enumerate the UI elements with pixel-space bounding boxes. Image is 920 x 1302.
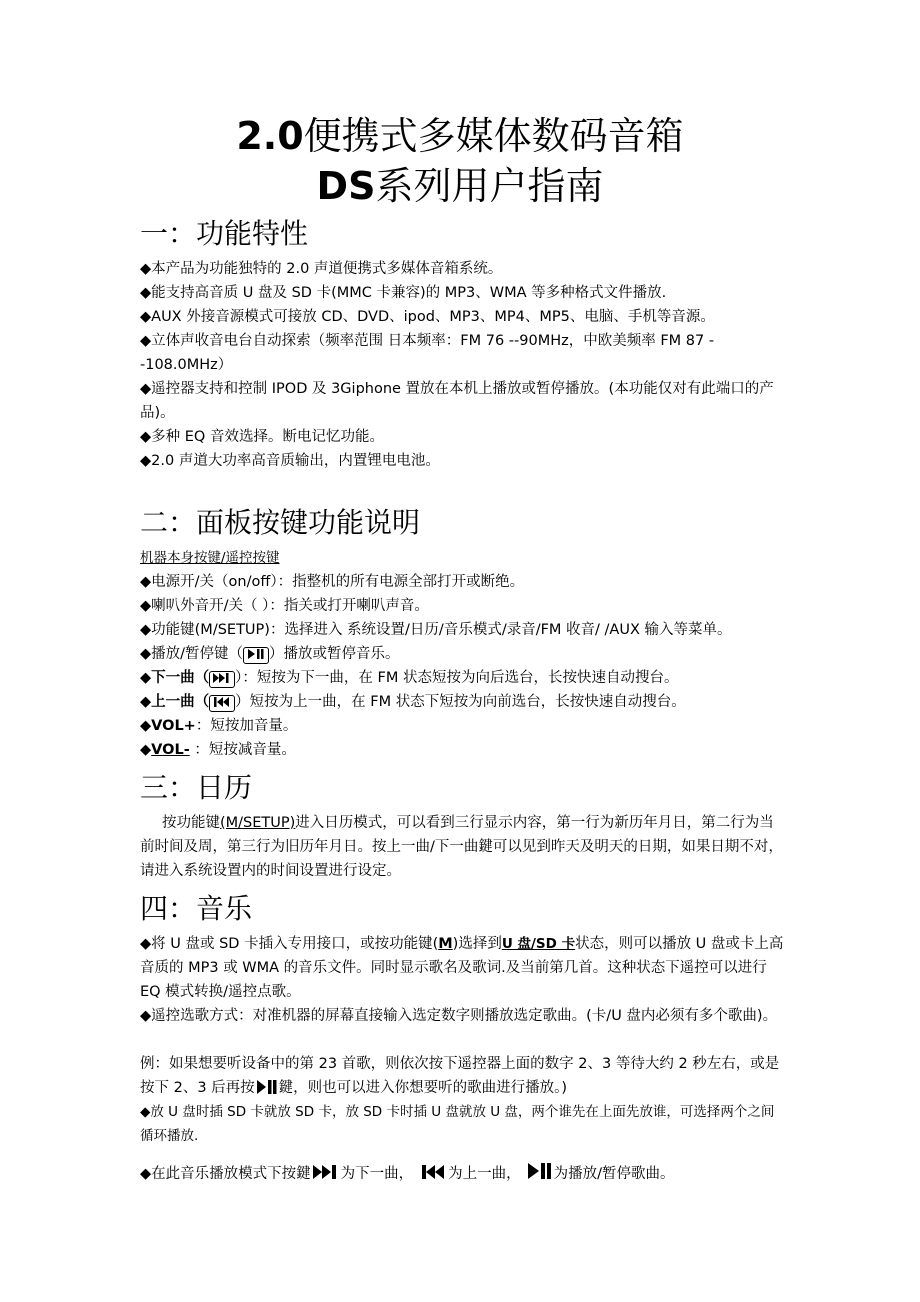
next-key-desc — [140, 666, 785, 690]
vol-down-text: ：短按减音量。 — [189, 742, 296, 758]
music-p3-post: 鍵，则也可以进入你想要听的歌曲进行播放。) — [278, 1080, 568, 1096]
title-text: 便携式多媒体数码音箱 — [303, 114, 684, 158]
feature-item: ◆本产品为功能独特的 2.0 声道便携式多媒体音箱系统。 — [140, 261, 503, 277]
music-paragraph-3 — [140, 1052, 785, 1103]
doc-title-line1 — [0, 112, 920, 160]
title-guide: 系列用户指南 — [375, 164, 604, 208]
music-paragraph-5 — [140, 1160, 785, 1191]
vol-down-bullet: ◆ — [140, 742, 152, 758]
feature-item: ◆立体声收音电台自动探索（频率范围 日本频率：FM 76 --90MHz，中欧美频率 FM 87 --108.0MHz） — [140, 333, 715, 373]
vol-up-label: ◆VOL+ — [140, 718, 196, 734]
music-p5-pre: ◆在此音乐播放模式下按鍵 — [140, 1166, 311, 1182]
play-pause-icon — [243, 647, 269, 664]
feature-item: ◆AUX 外接音源模式可接放 CD、DVD、ipod、MP3、MP4、MP5、电脑、手机等音源。 — [140, 309, 715, 325]
power-key-desc: ◆电源开/关（on/off）：指整机的所有电源全部打开或断绝。 — [140, 574, 525, 590]
prev-desc-pre: ◆上一曲（ — [140, 694, 210, 710]
calendar-paragraph — [140, 811, 785, 883]
feature-item: ◆能支持高音质 U 盘及 SD 卡(MMC 卡兼容)的 MP3、WMA 等多种格式文件播放. — [140, 285, 667, 301]
music-paragraph-4: ◆放 U 盘时插 SD 卡就放 SD 卡，放 SD 卡时插 U 盘就放 U 盘，两个谁先在上面先放谁，可选择两个之间循环播放. — [140, 1104, 775, 1144]
speaker-key-desc: ◆喇叭外音开/关（ ）：指关或打开喇叭声音。 — [140, 598, 429, 614]
music-p1-mid: )选择到 — [452, 936, 502, 952]
play-key-desc — [140, 642, 785, 666]
music-paragraph-1 — [140, 932, 785, 1004]
title-series: DS — [316, 164, 376, 208]
section2-subheading: 机器本身按键/遥控按键 — [140, 550, 280, 566]
calendar-text-post: 进入日历模式，可以看到三行显示内容，第一行为新历年月日，第二行为当前时间及周，第三行为旧历年月日。按上一曲/下一曲鍵可以见到昨天及明天的日期，如果日期不对，请进入系统设置内的时间设置进行设定。 — [140, 815, 783, 879]
doc-title-line2 — [0, 162, 920, 210]
function-key-desc: ◆功能键(M/SETUP)：选择进入 系统设置/日历/音乐模式/录音/FM 收音/ /AUX 输入等菜单。 — [140, 622, 732, 638]
next-desc-pre: ◆下一曲（ — [140, 670, 210, 686]
music-p1-pre: ◆将 U 盘或 SD 卡插入专用接口，或按功能键( — [140, 936, 439, 952]
prev-desc-post: ）短按为上一曲，在 FM 状态下短按为向前选台，长按快速自动搜台。 — [235, 694, 686, 710]
vol-up-text: ：短按加音量。 — [195, 718, 298, 734]
prev-track-icon — [209, 695, 235, 712]
calendar-key: (M/SETUP) — [220, 815, 296, 831]
prev-key-desc — [140, 690, 785, 714]
prev-track-icon — [419, 1163, 447, 1191]
play-desc-post: ）播放或暂停音乐。 — [269, 646, 400, 662]
calendar-text-pre: 按功能键 — [162, 815, 220, 831]
feature-item: ◆2.0 声道大功率高音质输出，内置锂电电池。 — [140, 453, 440, 469]
music-p1-state: U 盘/SD 卡 — [501, 936, 576, 952]
section1-heading: 一：功能特性 — [140, 217, 309, 250]
feature-item: ◆遥控器支持和控制 IPOD 及 3Giphone 置放在本机上播放或暂停播放。(本功能仅对有此端口的产品)。 — [140, 381, 774, 421]
play-pause-icon — [527, 1161, 553, 1191]
music-p1-post: 状态，则可以播放 U 盘或卡上高音质的 MP3 或 WMA 的音乐文件。同时显示歌名及歌词.及当前第几首。这种状态下遥控可以进行 EQ 模式转换/遥控点歌。 — [140, 936, 784, 1000]
vol-down-label: VOL- — [151, 742, 190, 758]
feature-item: ◆多种 EQ 音效选择。断电记忆功能。 — [140, 429, 384, 445]
music-p5-next-text: 为下一曲， — [340, 1166, 414, 1182]
music-p1-key: M — [438, 936, 453, 952]
next-desc-post: ）：短按为下一曲，在 FM 状态短按为向后选台，长按快速自动搜台。 — [235, 670, 679, 686]
next-track-icon — [312, 1163, 340, 1191]
play-desc-pre: ◆播放/暂停键（ — [140, 646, 244, 662]
next-track-icon — [209, 671, 235, 688]
music-p5-play-text: 为播放/暂停歌曲。 — [553, 1166, 675, 1182]
music-p3-pre: 例：如果想要听设备中的第 23 首歌，则依次按下遥控器上面的数字 2、3 等待大约 2 秒左右，或是按下 2、3 后再按 — [140, 1056, 780, 1096]
title-model: 2.0 — [236, 114, 304, 158]
music-paragraph-2: ◆遥控选歌方式：对准机器的屏幕直接输入选定数字则播放选定歌曲。(卡/U 盘内必须有多个歌曲)。 — [140, 1008, 778, 1024]
music-p5-prev-text: 为上一曲， — [448, 1166, 521, 1182]
vol-down-desc — [140, 738, 785, 762]
section4-heading: 四：音乐 — [140, 892, 253, 925]
vol-up-desc — [140, 714, 785, 738]
section3-heading: 三：日历 — [140, 771, 253, 804]
section2-heading: 二：面板按键功能说明 — [140, 506, 421, 539]
